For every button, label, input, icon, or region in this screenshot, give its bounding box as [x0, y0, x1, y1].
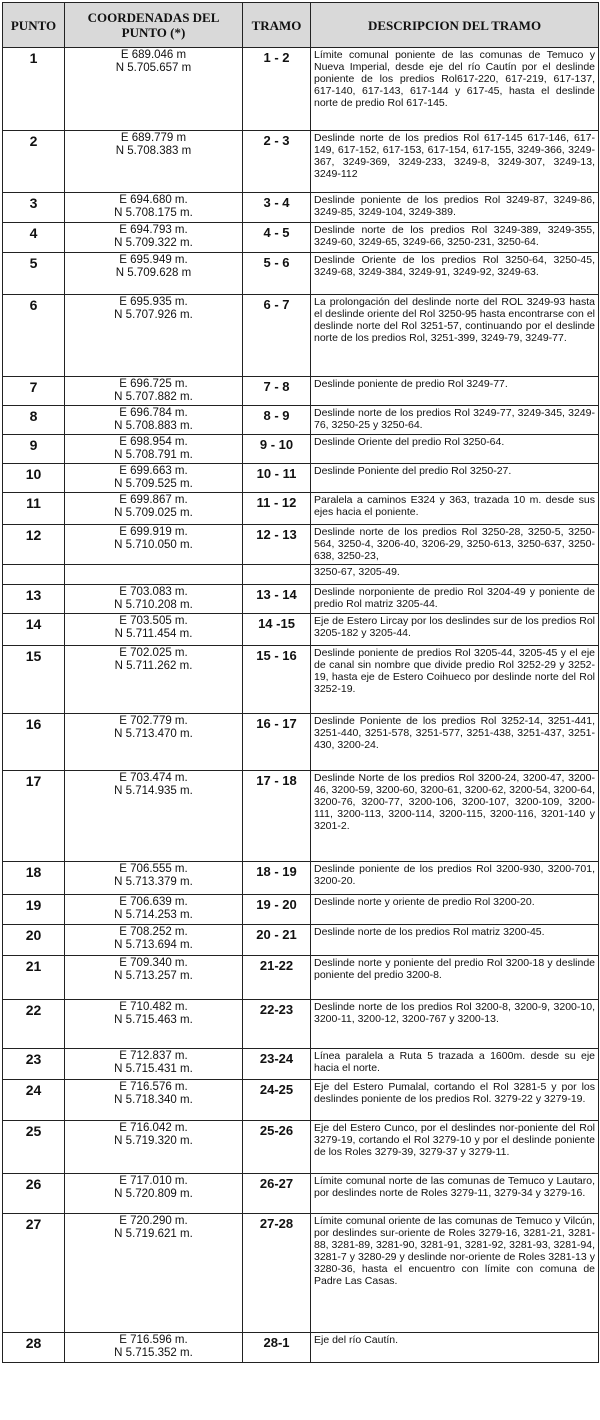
punto-cell: 19 [3, 895, 65, 925]
table-row [3, 406, 599, 435]
coordenada-este: E 716.042 m. [119, 1122, 188, 1134]
coordenada-norte: N 5.715.352 m. [114, 1347, 193, 1359]
descripcion-cell: Deslinde Norte de los predios Rol 3200-24, 3200-47, 3200-46, 3200-59, 3200-60, 3200-61, 3200-62, 3200-54, 3200-64, 3200-76, 3200-77, 3200-106, 3200-107, 3200-109, 3200-111, 3200-113, 3200-114, 3200-115, 3200-116, 3201-140 y 3201-2. [311, 771, 599, 862]
table-row [3, 464, 599, 493]
header-coordenadas: COORDENADAS DEL PUNTO (*) [65, 3, 243, 48]
punto-cell: 8 [3, 406, 65, 435]
coordenada-norte: N 5.714.253 m. [114, 909, 193, 921]
punto-cell: 10 [3, 464, 65, 493]
tramo-cell: 26-27 [243, 1174, 311, 1214]
table-row [3, 131, 599, 193]
tramo-cell: 15 - 16 [243, 646, 311, 714]
coordenada-norte: N 5.714.935 m. [114, 785, 193, 797]
table-row [3, 493, 599, 525]
table-row [3, 585, 599, 614]
tramo-cell: 12 - 13 [243, 525, 311, 565]
table-row [3, 223, 599, 253]
table-header-row [3, 3, 599, 48]
tramo-cell: 22-23 [243, 1000, 311, 1049]
tramo-cell: 1 - 2 [243, 48, 311, 131]
coordenadas-cell [65, 193, 243, 223]
coordenada-este: E 689.046 m [120, 49, 187, 61]
descripcion-cell: Deslinde norte de los predios Rol matriz 3200-45. [311, 925, 599, 956]
coordenada-norte: N 5.705.657 m [115, 62, 192, 74]
tramo-cell: 2 - 3 [243, 131, 311, 193]
tramo-cell: 21-22 [243, 956, 311, 1000]
coordenada-este: E 703.083 m. [119, 586, 188, 598]
punto-cell: 5 [3, 253, 65, 295]
descripcion-cell: Deslinde norte de los predios Rol 617-145 617-146, 617-149, 617-152, 617-153, 617-154, 617-155, 3249-366, 3249-367, 3249-369, 3249-233, 3249-8, 3249-307, 3249-13, 3249-112 [311, 131, 599, 193]
table-row [3, 1080, 599, 1121]
punto-cell: 20 [3, 925, 65, 956]
coordenadas-cell [65, 895, 243, 925]
table-row [3, 48, 599, 131]
descripcion-cell: Límite comunal oriente de las comunas de Temuco y Vilcún, por deslindes sur-oriente de Roles 3279-16, 3281-21, 3281-88, 3281-89, 3281-90, 3281-91, 3281-92, 3281-93, 3281-94, 3281-7 y 3280-29 y deslinde nor-oriente de Roles 3281-13 y 3280-36, hasta el encuentro con límite con comuna de Padre Las Casas. [311, 1214, 599, 1333]
table-row [3, 771, 599, 862]
descripcion-cell: Límite comunal poniente de las comunas de Temuco y Nueva Imperial, desde eje del río Cautín por el deslinde poniente de los predios Rol617-220, 617-219, 617-137, 617-140, 617-143, 617-144 y 617-45, hasta el deslinde norte de predio Rol 617-145. [311, 48, 599, 131]
punto-cell: 22 [3, 1000, 65, 1049]
coordenada-norte: N 5.708.883 m. [114, 420, 193, 432]
coordenadas-cell [65, 295, 243, 377]
coordenada-este: E 698.954 m. [119, 436, 188, 448]
coordenadas-cell [65, 646, 243, 714]
table-row [3, 614, 599, 646]
tramo-cell: 9 - 10 [243, 435, 311, 464]
descripcion-cell: Línea paralela a Ruta 5 trazada a 1600m. desde su eje hacia el norte. [311, 1049, 599, 1080]
coordenada-norte: N 5.713.694 m. [114, 939, 193, 951]
tramo-cell: 8 - 9 [243, 406, 311, 435]
punto-cell: 13 [3, 585, 65, 614]
tramo-cell: 14 -15 [243, 614, 311, 646]
table-row [3, 895, 599, 925]
table-row [3, 1000, 599, 1049]
tramo-cell: 13 - 14 [243, 585, 311, 614]
punto-cell: 9 [3, 435, 65, 464]
coordenadas-cell [65, 464, 243, 493]
coordenadas-cell [65, 771, 243, 862]
coordenada-norte: N 5.710.208 m. [114, 599, 193, 611]
table-row [3, 1333, 599, 1363]
coordenada-este: E 712.837 m. [119, 1050, 188, 1062]
coordenada-este: E 716.576 m. [119, 1081, 188, 1093]
coordenada-norte: N 5.709.322 m. [114, 237, 193, 249]
punto-cell: 28 [3, 1333, 65, 1363]
punto-cell: 4 [3, 223, 65, 253]
coordinates-table [2, 2, 599, 1363]
punto-cell: 16 [3, 714, 65, 771]
coordenada-norte: N 5.709.025 m. [114, 507, 193, 519]
coordenada-norte: N 5.713.379 m. [114, 876, 193, 888]
coordenadas-cell [65, 253, 243, 295]
descripcion-cell: Deslinde poniente de los predios Rol 3200-930, 3200-701, 3200-20. [311, 862, 599, 895]
coordenada-norte: N 5.708.791 m. [114, 449, 193, 461]
coordenadas-cell [65, 1174, 243, 1214]
coordenada-este: E 699.867 m. [119, 494, 188, 506]
tramo-cell: 11 - 12 [243, 493, 311, 525]
table-row [3, 925, 599, 956]
coordenada-este: E 703.474 m. [119, 772, 188, 784]
punto-cell: 24 [3, 1080, 65, 1121]
table-row [3, 1121, 599, 1174]
coordenadas-cell [65, 614, 243, 646]
coordenada-este: E 699.919 m. [119, 526, 188, 538]
coordenada-norte: N 5.711.262 m. [114, 660, 193, 672]
tramo-cell: 19 - 20 [243, 895, 311, 925]
header-punto: PUNTO [3, 3, 65, 48]
punto-cell: 1 [3, 48, 65, 131]
punto-cell: 23 [3, 1049, 65, 1080]
coordenadas-cell [65, 1000, 243, 1049]
coordenadas-cell [65, 1333, 243, 1363]
descripcion-cell: Paralela a caminos E324 y 363, trazada 10 m. desde sus ejes hacia el poniente. [311, 493, 599, 525]
coordenadas-cell [65, 1214, 243, 1333]
coordenada-norte: N 5.715.431 m. [114, 1063, 193, 1075]
coordenadas-cell [65, 1080, 243, 1121]
descripcion-cell: Deslinde norponiente de predio Rol 3204-49 y poniente de predio Rol matriz 3205-44. [311, 585, 599, 614]
descripcion-cell: Deslinde norte y oriente de predio Rol 3200-20. [311, 895, 599, 925]
tramo-cell: 16 - 17 [243, 714, 311, 771]
table-row [3, 862, 599, 895]
table-row [3, 714, 599, 771]
header-tramo: TRAMO [243, 3, 311, 48]
punto-cell: 3 [3, 193, 65, 223]
table-row [3, 193, 599, 223]
table-row [3, 646, 599, 714]
punto-cell: 14 [3, 614, 65, 646]
coordenada-este: E 695.935 m. [119, 296, 188, 308]
descripcion-cell: Deslinde norte y poniente del predio Rol 3200-18 y deslinde poniente del predio 3200-8. [311, 956, 599, 1000]
punto-cell [3, 565, 65, 585]
coordenada-este: E 720.290 m. [119, 1215, 188, 1227]
coordenada-este: E 706.639 m. [119, 896, 188, 908]
tramo-cell: 5 - 6 [243, 253, 311, 295]
table-row [3, 1174, 599, 1214]
coordenada-este: E 694.680 m. [119, 194, 188, 206]
coordenada-norte: N 5.715.463 m. [114, 1014, 193, 1026]
descripcion-cell: Deslinde norte de los predios Rol 3249-77, 3249-345, 3249-76, 3250-25 y 3250-64. [311, 406, 599, 435]
coordenada-norte: N 5.713.257 m. [114, 970, 193, 982]
header-descripcion: DESCRIPCION DEL TRAMO [311, 3, 599, 48]
descripcion-cell: Deslinde poniente de predios Rol 3205-44, 3205-45 y el eje de canal sin nombre que divide predio Rol 3252-29 y 3252-19, hasta eje de Estero Coihueco por deslinde norte del Rol 3252-19. [311, 646, 599, 714]
tramo-cell: 18 - 19 [243, 862, 311, 895]
coordenadas-cell [65, 525, 243, 565]
coordenada-norte: N 5.708.383 m [115, 145, 192, 157]
tramo-cell: 25-26 [243, 1121, 311, 1174]
coordenadas-cell [65, 406, 243, 435]
coordenadas-cell [65, 565, 243, 585]
table-row [3, 253, 599, 295]
punto-cell: 25 [3, 1121, 65, 1174]
coordenadas-cell [65, 925, 243, 956]
punto-cell: 21 [3, 956, 65, 1000]
descripcion-cell: Deslinde Oriente del predio Rol 3250-64. [311, 435, 599, 464]
tramo-cell: 20 - 21 [243, 925, 311, 956]
table-row [3, 956, 599, 1000]
descripcion-cell: Eje del Estero Cunco, por el deslindes nor-poniente del Rol 3279-19, cortando el Rol 3279-10 y por el deslinde poniente de los Roles 3279-39, 3279-37 y 3279-11. [311, 1121, 599, 1174]
tramo-cell: 23-24 [243, 1049, 311, 1080]
tramo-cell: 6 - 7 [243, 295, 311, 377]
coordenadas-cell [65, 131, 243, 193]
coordenada-norte: N 5.719.621 m. [114, 1228, 193, 1240]
tramo-cell: 28-1 [243, 1333, 311, 1363]
tramo-cell: 7 - 8 [243, 377, 311, 406]
coordenada-este: E 717.010 m. [119, 1175, 188, 1187]
table-row [3, 1214, 599, 1333]
descripcion-cell: Eje del Estero Pumalal, cortando el Rol 3281-5 y por los deslindes poniente de los predios Rol. 3279-22 y 3279-19. [311, 1080, 599, 1121]
punto-cell: 26 [3, 1174, 65, 1214]
coordenada-norte: N 5.709.628 m [115, 267, 192, 279]
table-row [3, 295, 599, 377]
coordenada-norte: N 5.713.470 m. [114, 728, 193, 740]
descripcion-cell: Deslinde norte de los predios Rol 3249-389, 3249-355, 3249-60, 3249-65, 3249-66, 3250-231, 3250-64. [311, 223, 599, 253]
table-row [3, 435, 599, 464]
coordenadas-cell [65, 956, 243, 1000]
coordenadas-cell [65, 585, 243, 614]
coordenadas-cell [65, 714, 243, 771]
tramo-cell: 3 - 4 [243, 193, 311, 223]
coordenada-este: E 708.252 m. [119, 926, 188, 938]
coordenada-este: E 716.596 m. [119, 1334, 188, 1346]
table-row [3, 377, 599, 406]
tramo-cell: 10 - 11 [243, 464, 311, 493]
coordenadas-cell [65, 1121, 243, 1174]
coordenada-este: E 699.663 m. [119, 465, 188, 477]
coordenada-este: E 709.340 m. [119, 957, 188, 969]
coordenada-este: E 706.555 m. [119, 863, 188, 875]
tramo-cell: 17 - 18 [243, 771, 311, 862]
tramo-cell [243, 565, 311, 585]
coordenada-este: E 689.779 m [120, 132, 187, 144]
descripcion-cell: Eje de Estero Lircay por los deslindes sur de los predios Rol 3205-182 y 3205-44. [311, 614, 599, 646]
coordenada-este: E 710.482 m. [119, 1001, 188, 1013]
coordenada-este: E 702.779 m. [119, 715, 188, 727]
coordenadas-cell [65, 377, 243, 406]
tramo-cell: 24-25 [243, 1080, 311, 1121]
punto-cell: 7 [3, 377, 65, 406]
punto-cell: 11 [3, 493, 65, 525]
coordenada-norte: N 5.708.175 m. [114, 207, 193, 219]
descripcion-cell: Límite comunal norte de las comunas de Temuco y Lautaro, por deslindes norte de Roles 3279-11, 3279-34 y 3279-16. [311, 1174, 599, 1214]
descripcion-cell: La prolongación del deslinde norte del ROL 3249-93 hasta el deslinde oriente del Rol 3250-95 hasta encontrarse con el deslinde norte del Rol 3251-57, continuando por el deslinde norte de los predios Rol, 3251-399, 3249-79, 3249-77. [311, 295, 599, 377]
coordenada-norte: N 5.719.320 m. [114, 1135, 193, 1147]
tramo-cell: 4 - 5 [243, 223, 311, 253]
punto-cell: 17 [3, 771, 65, 862]
descripcion-cell: Deslinde Poniente de los predios Rol 3252-14, 3251-441, 3251-440, 3251-578, 3251-577, 3251-438, 3251-437, 3251-430, 3200-24. [311, 714, 599, 771]
coordenada-norte: N 5.718.340 m. [114, 1094, 193, 1106]
table-row [3, 1049, 599, 1080]
descripcion-cell: Deslinde Oriente de los predios Rol 3250-64, 3250-45, 3249-68, 3249-384, 3249-91, 3249-92, 3249-63. [311, 253, 599, 295]
coordenada-este: E 696.725 m. [119, 378, 188, 390]
coordenada-norte: N 5.709.525 m. [114, 478, 193, 490]
coordenada-este: E 694.793 m. [119, 224, 188, 236]
coordenada-este: E 702.025 m. [119, 647, 188, 659]
coordenada-norte: N 5.711.454 m. [114, 628, 193, 640]
coordenada-norte: N 5.720.809 m. [114, 1188, 193, 1200]
punto-cell: 27 [3, 1214, 65, 1333]
descripcion-cell: Deslinde Poniente del predio Rol 3250-27. [311, 464, 599, 493]
document-page [2, 2, 598, 1363]
punto-cell: 6 [3, 295, 65, 377]
coordenada-este: E 695.949 m. [119, 254, 188, 266]
coordenada-este: E 696.784 m. [119, 407, 188, 419]
tramo-cell: 27-28 [243, 1214, 311, 1333]
coordenadas-cell [65, 862, 243, 895]
descripcion-cell: Deslinde poniente de los predios Rol 3249-87, 3249-86, 3249-85, 3249-104, 3249-389. [311, 193, 599, 223]
punto-cell: 15 [3, 646, 65, 714]
coordenada-este: E 703.505 m. [119, 615, 188, 627]
descripcion-cell: Deslinde norte de los predios Rol 3200-8, 3200-9, 3200-10, 3200-11, 3200-12, 3200-767 y 3200-13. [311, 1000, 599, 1049]
coordenada-norte: N 5.707.926 m. [114, 309, 193, 321]
descripcion-cell: Eje del río Cautín. [311, 1333, 599, 1363]
coordenadas-cell [65, 435, 243, 464]
descripcion-cell: 3250-67, 3205-49. [311, 565, 599, 585]
punto-cell: 12 [3, 525, 65, 565]
table-row [3, 525, 599, 565]
coordenadas-cell [65, 48, 243, 131]
descripcion-cell: Deslinde norte de los predios Rol 3250-28, 3250-5, 3250-564, 3250-4, 3206-40, 3206-29, 3250-613, 3250-637, 3250-638, 3250-23, [311, 525, 599, 565]
punto-cell: 2 [3, 131, 65, 193]
coordenada-norte: N 5.710.050 m. [114, 539, 193, 551]
coordenadas-cell [65, 223, 243, 253]
coordenada-norte: N 5.707.882 m. [114, 391, 193, 403]
descripcion-cell: Deslinde poniente de predio Rol 3249-77. [311, 377, 599, 406]
coordenadas-cell [65, 1049, 243, 1080]
table-row [3, 565, 599, 585]
punto-cell: 18 [3, 862, 65, 895]
coordenadas-cell [65, 493, 243, 525]
